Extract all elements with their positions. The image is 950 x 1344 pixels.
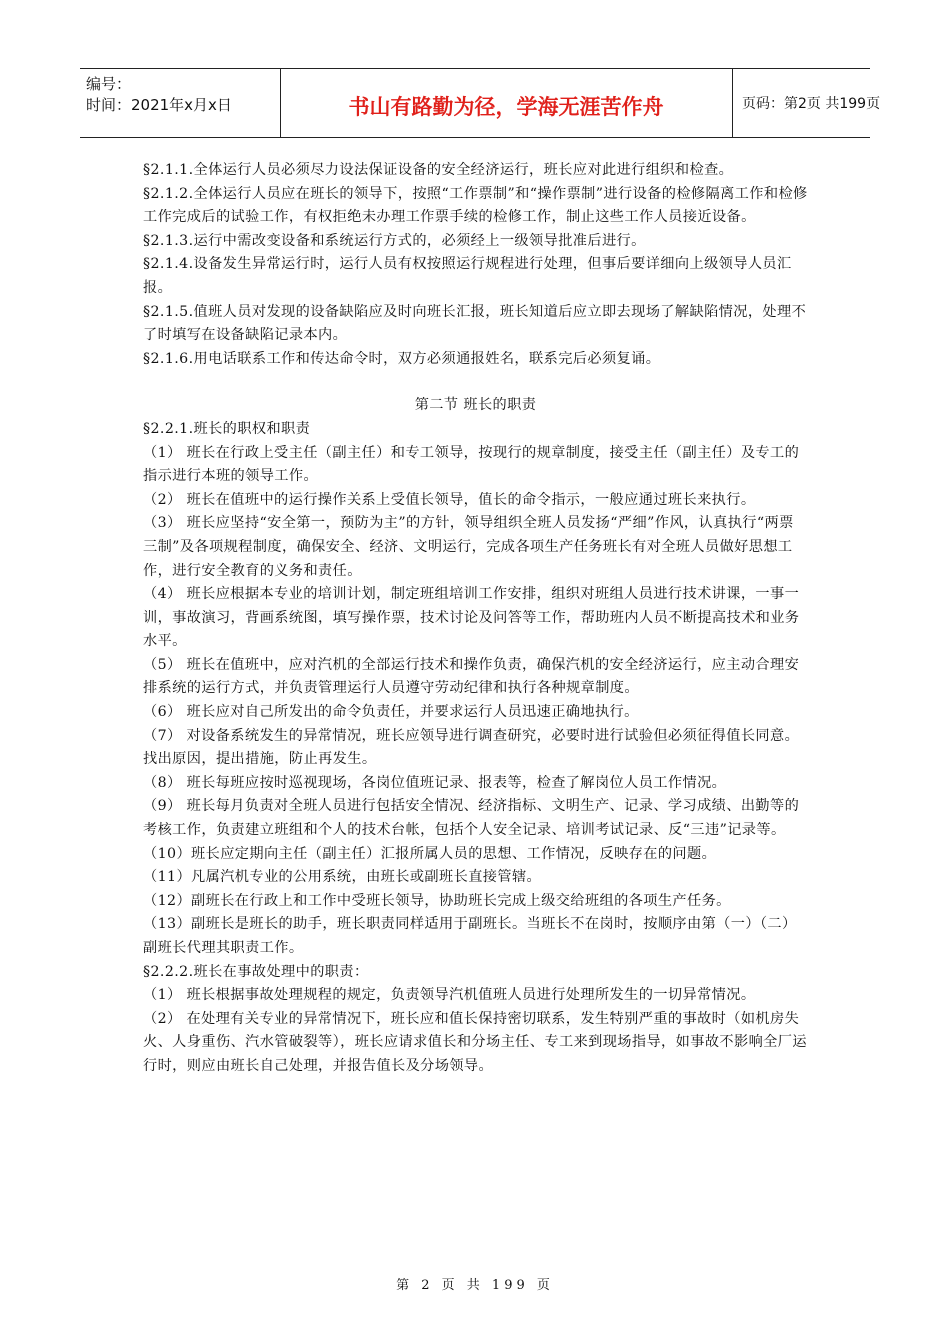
paragraph: （9） 班长每月负责对全班人员进行包括安全情况、经济指标、文明生产、记录、学习成绩、出勤等的考核工作，负责建立班组和个人的技术台帐，包括个人安全记录、培训考试记录、反“三违”记录等。 xyxy=(143,798,800,839)
page-header xyxy=(80,68,881,138)
section-title: 第二节 班长的职责 xyxy=(414,397,537,414)
document-date: 时间：2021年x月x日 xyxy=(86,96,232,114)
subsection-heading: §2.2.2.班长在事故处理中的职责： xyxy=(143,963,369,980)
header-motto: 书山有路勤为径，学海无涯苦作舟 xyxy=(348,95,664,119)
paragraph: （2） 班长在值班中的运行操作关系上受值长领导，值长的命令指示，一般应通过班长来执行。 xyxy=(143,491,756,508)
paragraph: （11）凡属汽机专业的公用系统，由班长或副班长直接管辖。 xyxy=(143,869,542,886)
paragraph: （3） 班长应坚持“安全第一，预防为主”的方针，领导组织全班人员发扬“严细”作风，认真执行“两票三制”及各项规程制度，确保安全、经济、文明运行，完成各项生产任务班长有对全班人员做好思想工作，进行安全教育的义务和责任。 xyxy=(143,515,794,579)
header-page-cell xyxy=(732,69,881,137)
paragraph: （2） 在处理有关专业的异常情况下，班长应和值长保持密切联系，发生特别严重的事故时（如机房失火、人身重伤、汽水管破裂等），班长应请求值长和分场主任、专工来到现场指导，如事故不影响全厂运行时，则应由班长自己处理，并报告值长及分场领导。 xyxy=(143,1010,807,1074)
paragraph: （8） 班长每班应按时巡视现场，各岗位值班记录、报表等，检查了解岗位人员工作情况。 xyxy=(143,774,727,791)
page-footer: 第 2 页 共 199 页 xyxy=(396,1278,554,1293)
paragraph: （1） 班长在行政上受主任（副主任）和专工领导，按现行的规章制度，接受主任（副主任）及专工的指示进行本班的领导工作。 xyxy=(143,444,800,485)
document-body xyxy=(143,159,808,1079)
paragraph: （4） 班长应根据本专业的培训计划，制定班组培训工作安排，组织对班组人员进行技术讲课，一事一训，事故演习，背画系统图，填写操作票，技术讨论及问答等工作，帮助班内人员不断提高技术和业务水平。 xyxy=(143,586,800,650)
paragraph: §2.1.6.用电话联系工作和传达命令时，双方必须通报姓名，联系完后必须复诵。 xyxy=(143,350,661,367)
subsection-heading: §2.2.1.班长的职权和职责 xyxy=(143,420,311,437)
paragraph: （5） 班长在值班中，应对汽机的全部运行技术和操作负责，确保汽机的安全经济运行，应主动合理安排系统的运行方式，并负责管理运行人员遵守劳动纪律和执行各种规章制度。 xyxy=(143,656,800,697)
paragraph: §2.1.3.运行中需改变设备和系统运行方式的，必须经上一级领导批准后进行。 xyxy=(143,232,646,249)
paragraph: §2.1.4.设备发生异常运行时，运行人员有权按照运行规程进行处理，但事后要详细向上级领导人员汇报。 xyxy=(143,256,792,296)
paragraph: （1） 班长根据事故处理规程的规定，负责领导汽机值班人员进行处理所发生的一切异常情况。 xyxy=(143,987,756,1004)
header-motto-cell xyxy=(280,69,733,137)
paragraph: （13）副班长是班长的助手，班长职责同样适用于副班长。当班长不在岗时，按顺序由第（一）（二）副班长代理其职责工作。 xyxy=(143,916,797,956)
header-page-number: 页码：第2页 共199页 xyxy=(742,96,881,112)
paragraph: §2.1.5.值班人员对发现的设备缺陷应及时向班长汇报，班长知道后应立即去现场了解缺陷情况，处理不了时填写在设备缺陷记录本内。 xyxy=(143,303,807,344)
paragraph: （10）班长应定期向主任（副主任）汇报所属人员的思想、工作情况，反映存在的问题。 xyxy=(143,845,717,862)
paragraph: §2.1.1.全体运行人员必须尽力设法保证设备的安全经济运行，班长应对此进行组织和检查。 xyxy=(143,162,734,178)
document-code-label: 编号： xyxy=(86,75,132,93)
paragraph: （7） 对设备系统发生的异常情况，班长应领导进行调查研究，必要时进行试验但必须征得值长同意。找出原因，提出措施，防止再发生。 xyxy=(143,727,800,768)
header-info-cell xyxy=(80,69,281,137)
paragraph: §2.1.2.全体运行人员应在班长的领导下，按照“工作票制”和“操作票制”进行设备的检修隔离工作和检修工作完成后的试验工作，有权拒绝未办理工作票手续的检修工作，制止这些工作人员接近设备。 xyxy=(143,185,808,226)
paragraph: （12）副班长在行政上和工作中受班长领导，协助班长完成上级交给班组的各项生产任务。 xyxy=(143,892,731,909)
paragraph: （6） 班长应对自己所发出的命令负责任，并要求运行人员迅速正确地执行。 xyxy=(143,704,639,721)
